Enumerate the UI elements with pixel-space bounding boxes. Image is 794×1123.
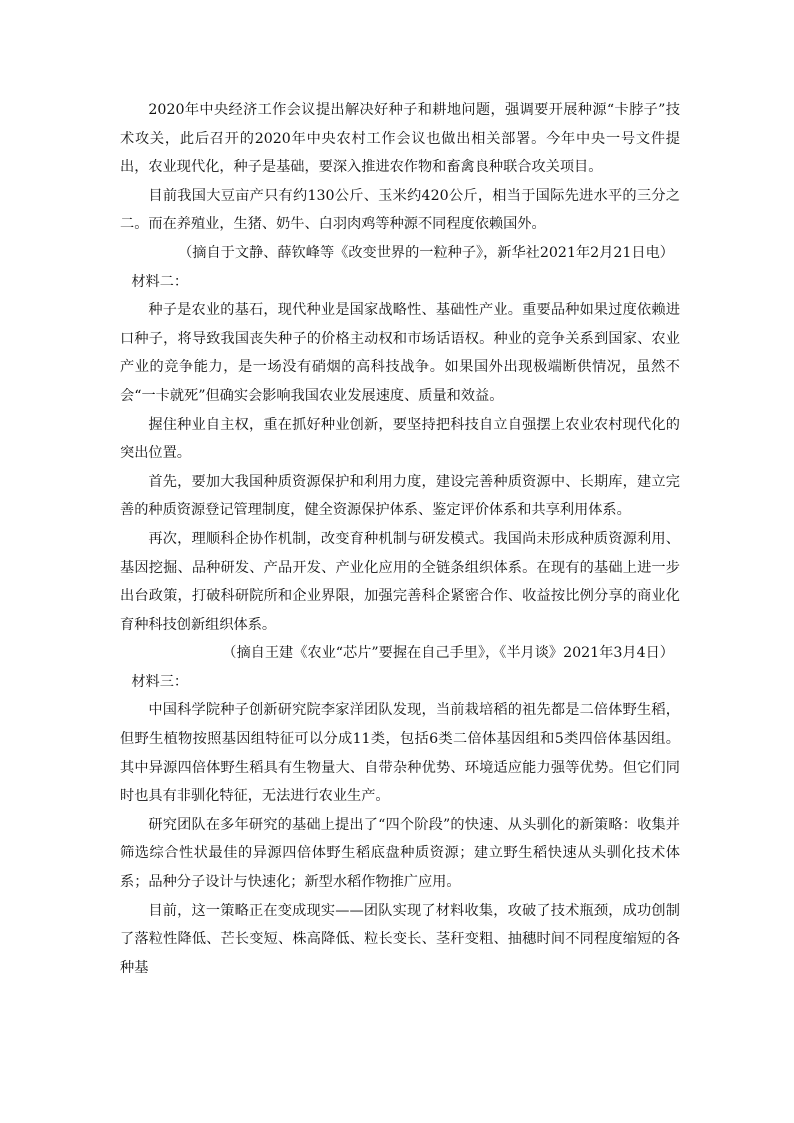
- paragraph: 中国科学院种子创新研究院李家洋团队发现，当前栽培稻的祖先都是二倍体野生稻，但野生植物按照基因组特征可以分成11类，包括6类二倍体基因组和5类四倍体基因组。其中异源四倍体野生稻具有生物量大、自带杂种优势、环境适应能力强等优势。但它们同时也具有非驯化特征，无法进行农业生产。: [120, 702, 680, 805]
- paragraph: 首先，要加大我国种质资源保护和利用力度，建设完善种质资源中、长期库，建立完善的种质资源登记管理制度，健全资源保护体系、鉴定评价体系和共享利用体系。: [120, 473, 680, 519]
- paragraph: 目前我国大豆亩产只有约130公斤、玉米约420公斤，相当于国际先进水平的三分之二。而在养殖业，生猪、奶牛、白羽肉鸡等种源不同程度依赖国外。: [120, 187, 680, 233]
- paragraph: 握住种业自主权，重在抓好种业创新，要坚持把科技自立自强摆上农业农村现代化的突出位置。: [120, 416, 680, 462]
- material-label: 材料三：: [131, 673, 189, 690]
- paragraph: 2020年中央经济工作会议提出解决好种子和耕地问题，强调要开展种源“卡脖子”技术攻关，此后召开的2020年中央农村工作会议也做出相关部署。今年中央一号文件提出，农业现代化，种子是基础，要深入推进农作物和畜禽良种联合攻关项目。: [120, 102, 680, 176]
- paragraph: 种子是农业的基石，现代种业是国家战略性、基础性产业。重要品种如果过度依赖进口种子，将导致我国丧失种子的价格主动权和市场话语权。种业的竞争关系到国家、农业产业的竞争能力，是一场没有硝烟的高科技战争。如果国外出现极端断供情况，虽然不会“一卡就死”但确实会影响我国农业发展速度、质量和效益。: [120, 302, 680, 404]
- paragraph: 再次，理顺科企协作机制，改变育种机制与研发模式。我国尚未形成种质资源利用、基因挖掘、品种研发、产品开发、产业化应用的全链条组织体系。在现有的基础上进一步出台政策，打破科研院所和企业界限，加强完善科企紧密合作、收益按比例分享的商业化育种科技创新组织体系。: [120, 530, 680, 633]
- citation: （摘自于文静、薛钦峰等《改变世界的一粒种子》，新华社2021年2月21日电）: [178, 244, 674, 261]
- material-label: 材料二：: [131, 273, 189, 290]
- document-body: [120, 96, 680, 982]
- paragraph: 目前，这一策略正在变成现实——团队实现了材料收集，攻破了技术瓶颈，成功创制了落粒性降低、芒长变短、株高降低、粒长变长、茎秆变粗、抽穗时间不同程度缩短的各种基: [120, 902, 680, 976]
- paragraph: 研究团队在多年研究的基础上提出了“四个阶段”的快速、从头驯化的新策略：收集并筛选综合性状最佳的异源四倍体野生稻底盘种质资源；建立野生稻快速从头驯化技术体系；品种分子设计与快速化；新型水稻作物推广应用。: [120, 816, 680, 891]
- citation: （摘自王建《农业“芯片”要握在自己手里》，《半月谈》2021年3月4日）: [222, 645, 674, 662]
